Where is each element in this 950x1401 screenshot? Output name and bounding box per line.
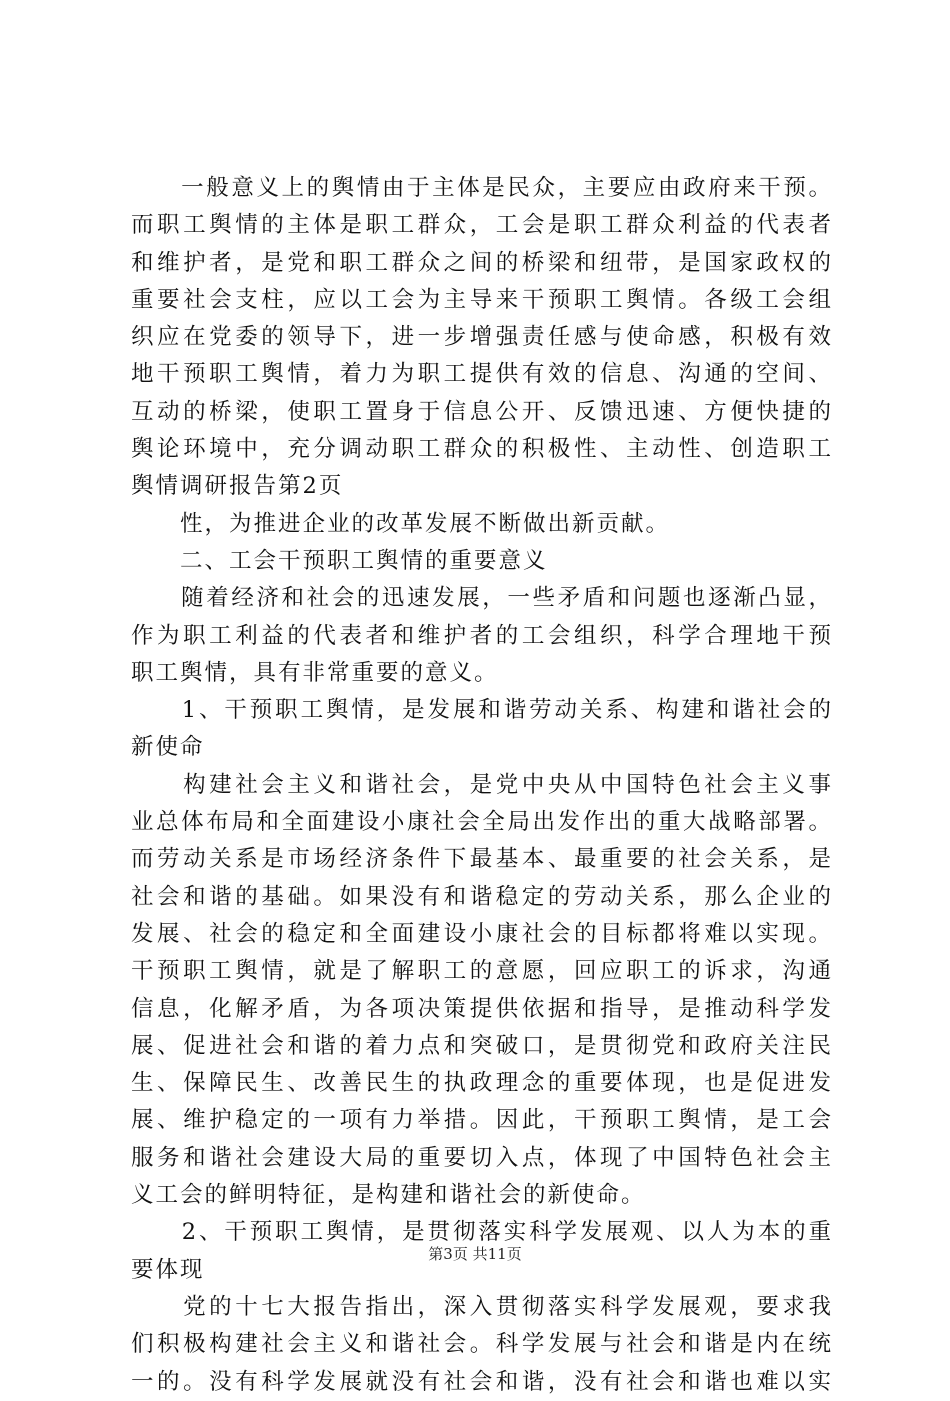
text-line: 职工舆情，具有非常重要的意义。 bbox=[131, 659, 499, 686]
text-line: 而劳动关系是市场经济条件下最基本、最重要的社会关系，是 bbox=[131, 846, 831, 873]
text-line: 展、维护稳定的一项有力举措。因此，干预职工舆情，是工会 bbox=[131, 1107, 831, 1134]
page-footer: 第3页 共11页 bbox=[428, 1245, 522, 1263]
text-line: 随着经济和社会的迅速发展，一些矛盾和问题也逐渐凸显， bbox=[131, 585, 831, 612]
text-line: 而职工舆情的主体是职工群众，工会是职工群众利益的代表者 bbox=[131, 212, 831, 239]
text-line: 织应在党委的领导下，进一步增强责任感与使命感，积极有效 bbox=[131, 324, 831, 351]
text-line: 互动的桥梁，使职工置身于信息公开、反馈迅速、方便快捷的 bbox=[131, 398, 831, 425]
text-line: 和维护者，是党和职工群众之间的桥梁和纽带，是国家政权的 bbox=[131, 249, 831, 276]
text-line: 一的。没有科学发展就没有社会和谐，没有社会和谐也难以实 bbox=[131, 1368, 831, 1395]
text-line: 二、工会干预职工舆情的重要意义 bbox=[131, 547, 548, 574]
text-line: 社会和谐的基础。如果没有和谐稳定的劳动关系，那么企业的 bbox=[131, 883, 831, 910]
text-line: 1、干预职工舆情，是发展和谐劳动关系、构建和谐社会的 bbox=[131, 697, 831, 724]
text-line: 重要社会支柱，应以工会为主导来干预职工舆情。各级工会组 bbox=[131, 286, 831, 313]
text-line: 一般意义上的舆情由于主体是民众，主要应由政府来干预。 bbox=[131, 175, 831, 201]
text-line: 发展、社会的稳定和全面建设小康社会的目标都将难以实现。 bbox=[131, 920, 831, 947]
text-line: 地干预职工舆情，着力为职工提供有效的信息、沟通的空间、 bbox=[131, 361, 831, 388]
text-line: 2、干预职工舆情，是贯彻落实科学发展观、以人为本的重 bbox=[131, 1219, 831, 1246]
text-line: 作为职工利益的代表者和维护者的工会组织，科学合理地干预 bbox=[131, 622, 831, 649]
document-body bbox=[131, 170, 831, 1401]
text-line: 生、保障民生、改善民生的执政理念的重要体现，也是促进发 bbox=[131, 1070, 831, 1097]
text-line: 舆论环境中，充分调动职工群众的积极性、主动性、创造职工 bbox=[131, 436, 831, 463]
text-line: 要体现 bbox=[131, 1256, 205, 1283]
text-line: 业总体布局和全面建设小康社会全局出发作出的重大战略部署。 bbox=[131, 809, 831, 836]
text-line: 展、促进社会和谐的着力点和突破口，是贯彻党和政府关注民 bbox=[131, 1032, 831, 1059]
text-line: 新使命 bbox=[131, 734, 205, 761]
text-line: 服务和谐社会建设大局的重要切入点，体现了中国特色社会主 bbox=[131, 1144, 831, 1171]
text-line: 舆情调研报告第2页 bbox=[131, 473, 344, 500]
text-line: 义工会的鲜明特征，是构建和谐社会的新使命。 bbox=[131, 1182, 646, 1209]
text-line: 信息，化解矛盾，为各项决策提供依据和指导，是推动科学发 bbox=[131, 995, 831, 1022]
text-line: 干预职工舆情，就是了解职工的意愿，回应职工的诉求，沟通 bbox=[131, 958, 831, 985]
text-line: 构建社会主义和谐社会，是党中央从中国特色社会主义事 bbox=[131, 771, 831, 798]
text-line: 党的十七大报告指出，深入贯彻落实科学发展观，要求我 bbox=[131, 1293, 831, 1320]
text-line: 性，为推进企业的改革发展不断做出新贡献。 bbox=[131, 510, 671, 537]
text-line: 们积极构建社会主义和谐社会。科学发展与社会和谐是内在统 bbox=[131, 1331, 831, 1358]
